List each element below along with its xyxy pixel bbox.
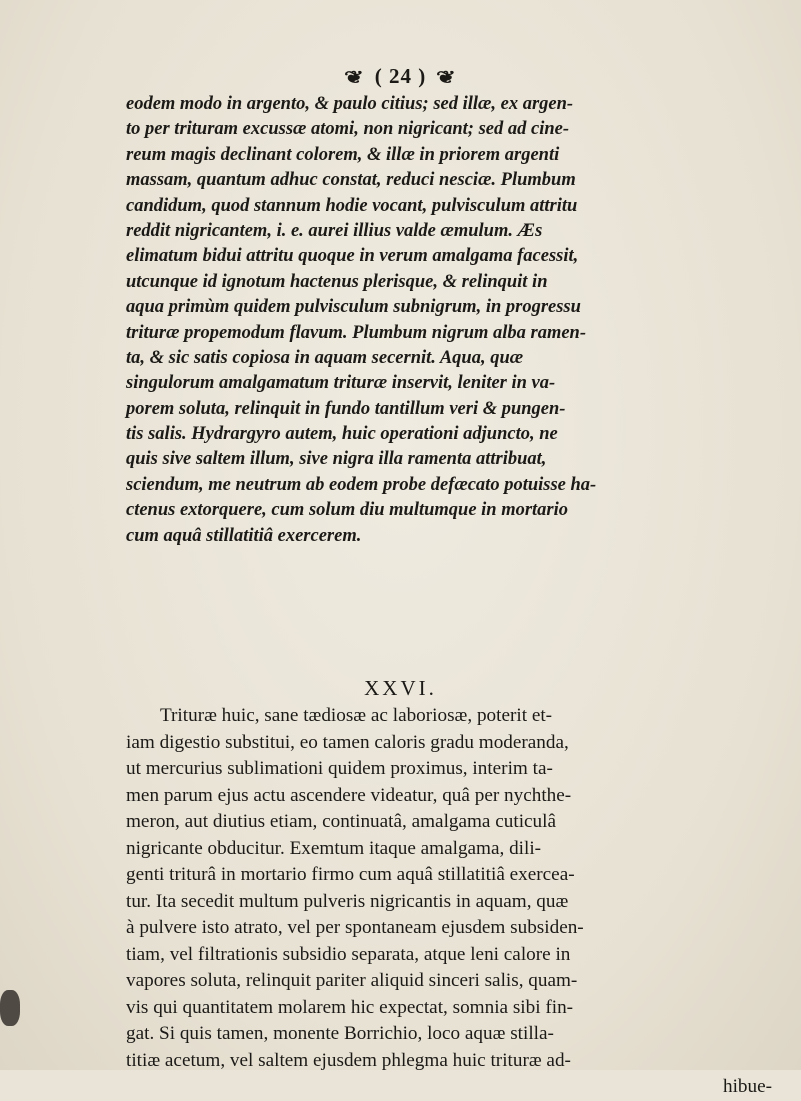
text-line: ctenus extorquere, cum solum diu multumque in mortario (126, 500, 569, 521)
text-line: utcunque id ignotum hactenus plerisque, & relinquit in (126, 271, 548, 292)
text-line: massam, quantum adhuc constat, reduci nesciæ. Plumbum (126, 170, 576, 191)
text-line: iam digestio substitui, eo tamen caloris gradu moderanda, (126, 731, 569, 753)
catchword: hibue- (722, 1076, 772, 1097)
text-line: elimatum bidui attritu quoque in verum amalgama facessit, (126, 246, 579, 267)
page-number: ( 24 ) (374, 64, 427, 88)
text-line: singulorum amalgamatum trituræ inservit, leniter in va- (126, 373, 556, 394)
text-line: men parum ejus actu ascendere videatur, quâ per nychthe- (126, 784, 572, 806)
text-line: ut mercurius sublimationi quidem proximus, interim ta- (126, 758, 553, 779)
italic-paragraph (126, 92, 772, 549)
text-line: à pulvere isto atrato, vel per spontaneam ejusdem subsiden- (126, 917, 584, 938)
text-line: nigricante obducitur. Exemtum itaque amalgama, dili- (126, 837, 542, 859)
text-line: tis salis. Hydrargyro autem, huic operationi adjuncto, ne (126, 424, 558, 445)
text-line: gat. Si quis tamen, monente Borrichio, loco aquæ stilla- (126, 1023, 554, 1044)
page-header (0, 64, 801, 89)
roman-paragraph (126, 703, 772, 1101)
text-line: tiam, vel filtrationis subsidio separata, atque leni calore in (126, 943, 571, 965)
text-line: eodem modo in argento, & paulo citius; sed illæ, ex argen- (126, 94, 574, 114)
text-line: reum magis declinant colorem, & illæ in priorem argenti (126, 144, 560, 165)
text-line: cum aquâ stillatitiâ exercerem. (126, 525, 362, 546)
section-heading: XXVI. (364, 676, 437, 700)
text-line: trituræ propemodum flavum. Plumbum nigrum alba ramen- (126, 322, 587, 343)
text-line: meron, aut diutius etiam, continuatâ, amalgama cuticulâ (126, 811, 556, 832)
text-line: candidum, quod stannum hodie vocant, pulvisculum attritu (126, 195, 578, 216)
text-line: tur. Ita secedit multum pulveris nigricantis in aquam, quæ (126, 890, 569, 912)
ink-smudge (0, 990, 20, 1026)
text-line: Trituræ huic, sane tædiosæ ac laboriosæ, poterit et- (160, 705, 553, 726)
text-line: vis qui quantitatem molarem hic expectat, somnia sibi fin- (126, 996, 574, 1018)
ornament-right-icon: ❦ (435, 68, 457, 87)
text-line: ta, & sic satis copiosa in aquam secernit. Aqua, quæ (126, 347, 524, 368)
text-line: to per trituram excussæ atomi, non nigricant; sed ad cine- (126, 119, 570, 140)
text-line: aqua primùm quidem pulvisculum subnigrum, in progressu (126, 297, 581, 318)
text-line: porem soluta, relinquit in fundo tantillum veri & pungen- (126, 398, 566, 419)
text-line: vapores soluta, relinquit pariter aliquid sinceri salis, quam- (126, 970, 578, 991)
text-line: quis sive saltem illum, sive nigra illa ramenta attribuat, (126, 449, 547, 470)
text-line: titiæ acetum, vel saltem ejusdem phlegma huic trituræ ad- (126, 1049, 571, 1071)
text-line: reddit nigricantem, i. e. aurei illius valde æmulum. Æs (126, 220, 543, 241)
ornament-left-icon: ❦ (344, 68, 366, 87)
text-line: sciendum, me neutrum ab eodem probe defæcato potuisse ha- (126, 474, 597, 495)
text-line: genti triturâ in mortario firmo cum aquâ stillatitiâ exercea- (126, 864, 575, 885)
